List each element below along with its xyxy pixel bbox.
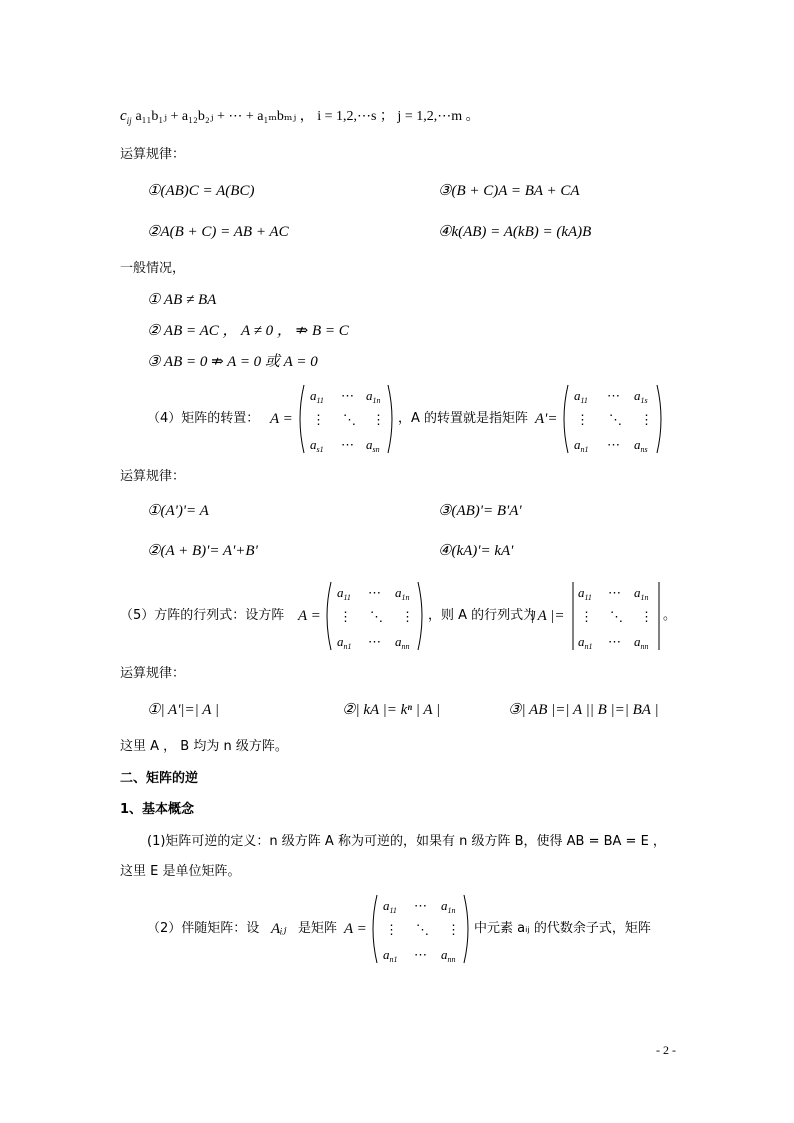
svg-text:⋮: ⋮: [580, 610, 593, 625]
general-1: ① AB ≠ BA: [147, 292, 217, 308]
svg-text:a1s: $a_{1s}$: [634, 388, 648, 405]
svg-text:⋮: ⋮: [372, 413, 385, 428]
det-mid: ，则 A 的行列式为: [428, 608, 537, 623]
matrix-a-square: [323, 580, 426, 652]
svg-text:⋱: ⋱: [370, 610, 383, 625]
subsection-heading: 1、基本概念: [120, 802, 195, 817]
svg-text:⋱: ⋱: [610, 610, 623, 625]
rule2-c: ②(A + B)'= A'+B': [147, 543, 258, 559]
here-line: 这里 A ， B 均为 n 级方阵。: [120, 739, 288, 754]
svg-text:ans: $a_{ns}$: [634, 437, 648, 454]
svg-text:⋯: ⋯: [341, 438, 354, 453]
svg-text:ann: $a_{nn}$: [395, 634, 410, 651]
rule2-b: ③(AB)'= B'A': [438, 503, 522, 519]
formula-cij: $c_{ij}$ a₁₁b₁ⱼ + a₁₂b₂ⱼ + ⋯ + a₁ₘbₘⱼ ， i = 1,2,⋯s ； j = 1,2,⋯m 。: [120, 108, 480, 126]
section-heading: 二、矩阵的逆: [120, 771, 199, 786]
svg-text:⋮: ⋮: [640, 413, 653, 428]
rule2-a: ①(A')'= A: [147, 503, 209, 519]
rules-label-1: 运算规律：: [120, 147, 186, 162]
svg-text:as1: $a_{s1}$: [310, 437, 324, 454]
adj-mid: 是矩阵: [298, 921, 338, 936]
svg-text:a1n: $a_{1n}$: [634, 585, 649, 602]
det-a-eq: A =: [298, 608, 321, 624]
svg-text:⋮: ⋮: [401, 610, 414, 625]
svg-text:⋯: ⋯: [368, 635, 381, 650]
rules-label-3: 运算规律：: [120, 666, 186, 681]
svg-text:a11: $a_{11}$: [574, 388, 588, 405]
rule1-b: ③(B + C)A = BA + CA: [438, 183, 580, 199]
adj-rest: 中元素 aᵢⱼ 的代数余子式，矩阵: [474, 921, 651, 936]
svg-text:a1n: $a_{1n}$: [366, 388, 381, 405]
svg-text:⋯: ⋯: [414, 899, 427, 914]
adj-aij: Aᵢⱼ: [271, 921, 287, 937]
rule1-d: ④k(AB) = A(kB) = (kA)B: [438, 224, 592, 240]
svg-text:⋮: ⋮: [640, 610, 653, 625]
matrix-a-prime: [560, 383, 665, 455]
svg-text:a11: $a_{11}$: [337, 585, 351, 602]
rule1-a: ①(AB)C = A(BC): [147, 183, 255, 199]
svg-text:⋯: ⋯: [607, 438, 620, 453]
general-3: ③ AB = 0 ⇏ A = 0 或 A = 0: [147, 354, 318, 370]
det-prefix: （5）方阵的行列式：设方阵: [120, 608, 285, 623]
svg-text:⋯: ⋯: [608, 635, 621, 650]
svg-text:⋯: ⋯: [368, 586, 381, 601]
svg-text:⋮: ⋮: [385, 923, 398, 938]
transpose-mid: ，A 的转置就是指矩阵: [398, 411, 529, 426]
svg-text:⋮: ⋮: [312, 413, 325, 428]
inverse-definition: (1)矩阵可逆的定义：n 级方阵 A 称为可逆的，如果有 n 级方阵 B，使得 AB = BA = E ，: [147, 834, 666, 849]
svg-text:⋱: ⋱: [416, 923, 429, 938]
svg-text:an1: $a_{n1}$: [337, 634, 352, 651]
rule2-d: ④(kA)'= kA': [438, 543, 514, 559]
svg-text:⋮: ⋮: [339, 610, 352, 625]
svg-text:a11: $a_{11}$: [383, 898, 397, 915]
matrix-a-transpose: [296, 383, 396, 455]
svg-text:a1n: $a_{1n}$: [441, 898, 456, 915]
svg-text:ann: $a_{nn}$: [441, 947, 456, 964]
general-label: 一般情况，: [120, 261, 186, 276]
svg-text:an1: $a_{n1}$: [574, 437, 589, 454]
svg-text:⋯: ⋯: [607, 389, 620, 404]
svg-text:a1n: $a_{1n}$: [395, 585, 410, 602]
svg-text:⋯: ⋯: [414, 948, 427, 963]
svg-text:⋮: ⋮: [576, 413, 589, 428]
svg-text:a11: $a_{11}$: [578, 585, 592, 602]
page-number: - 2 -: [656, 1043, 676, 1057]
rule3-b: ②| kA |= kⁿ | A |: [342, 702, 441, 718]
general-2: ② AB = AC ， A ≠ 0 ， ⇏ B = C: [147, 323, 349, 339]
svg-text:an1: $a_{n1}$: [383, 947, 398, 964]
rule3-a: ①| A'|=| A |: [147, 702, 220, 718]
rules-label-2: 运算规律：: [120, 469, 186, 484]
transpose-at-eq: A'=: [535, 411, 558, 427]
determinant-a: [570, 580, 662, 652]
svg-text:asn: $a_{sn}$: [366, 437, 380, 454]
adj-a-eq: A =: [344, 921, 367, 937]
matrix-a-adj: [369, 893, 472, 965]
svg-text:ann: $a_{nn}$: [634, 634, 649, 651]
svg-text:an1: $a_{n1}$: [578, 634, 593, 651]
rule1-c: ②A(B + C) = AB + AC: [147, 224, 289, 240]
transpose-a-eq: A =: [270, 411, 293, 427]
svg-text:⋯: ⋯: [608, 586, 621, 601]
svg-text:⋱: ⋱: [343, 413, 356, 428]
svg-text:⋱: ⋱: [609, 413, 622, 428]
transpose-prefix: （4）矩阵的转置：: [147, 411, 260, 426]
adj-prefix: （2）伴随矩阵：设: [147, 921, 260, 936]
det-eq: | A |=: [530, 608, 565, 624]
svg-text:⋯: ⋯: [341, 389, 354, 404]
svg-text:⋮: ⋮: [447, 923, 460, 938]
svg-text:a11: $a_{11}$: [310, 388, 324, 405]
rule3-c: ③| AB |=| A || B |=| BA |: [508, 702, 659, 718]
inverse-definition-cont: 这里 E 是单位矩阵。: [120, 864, 241, 879]
det-end: 。: [663, 608, 677, 623]
